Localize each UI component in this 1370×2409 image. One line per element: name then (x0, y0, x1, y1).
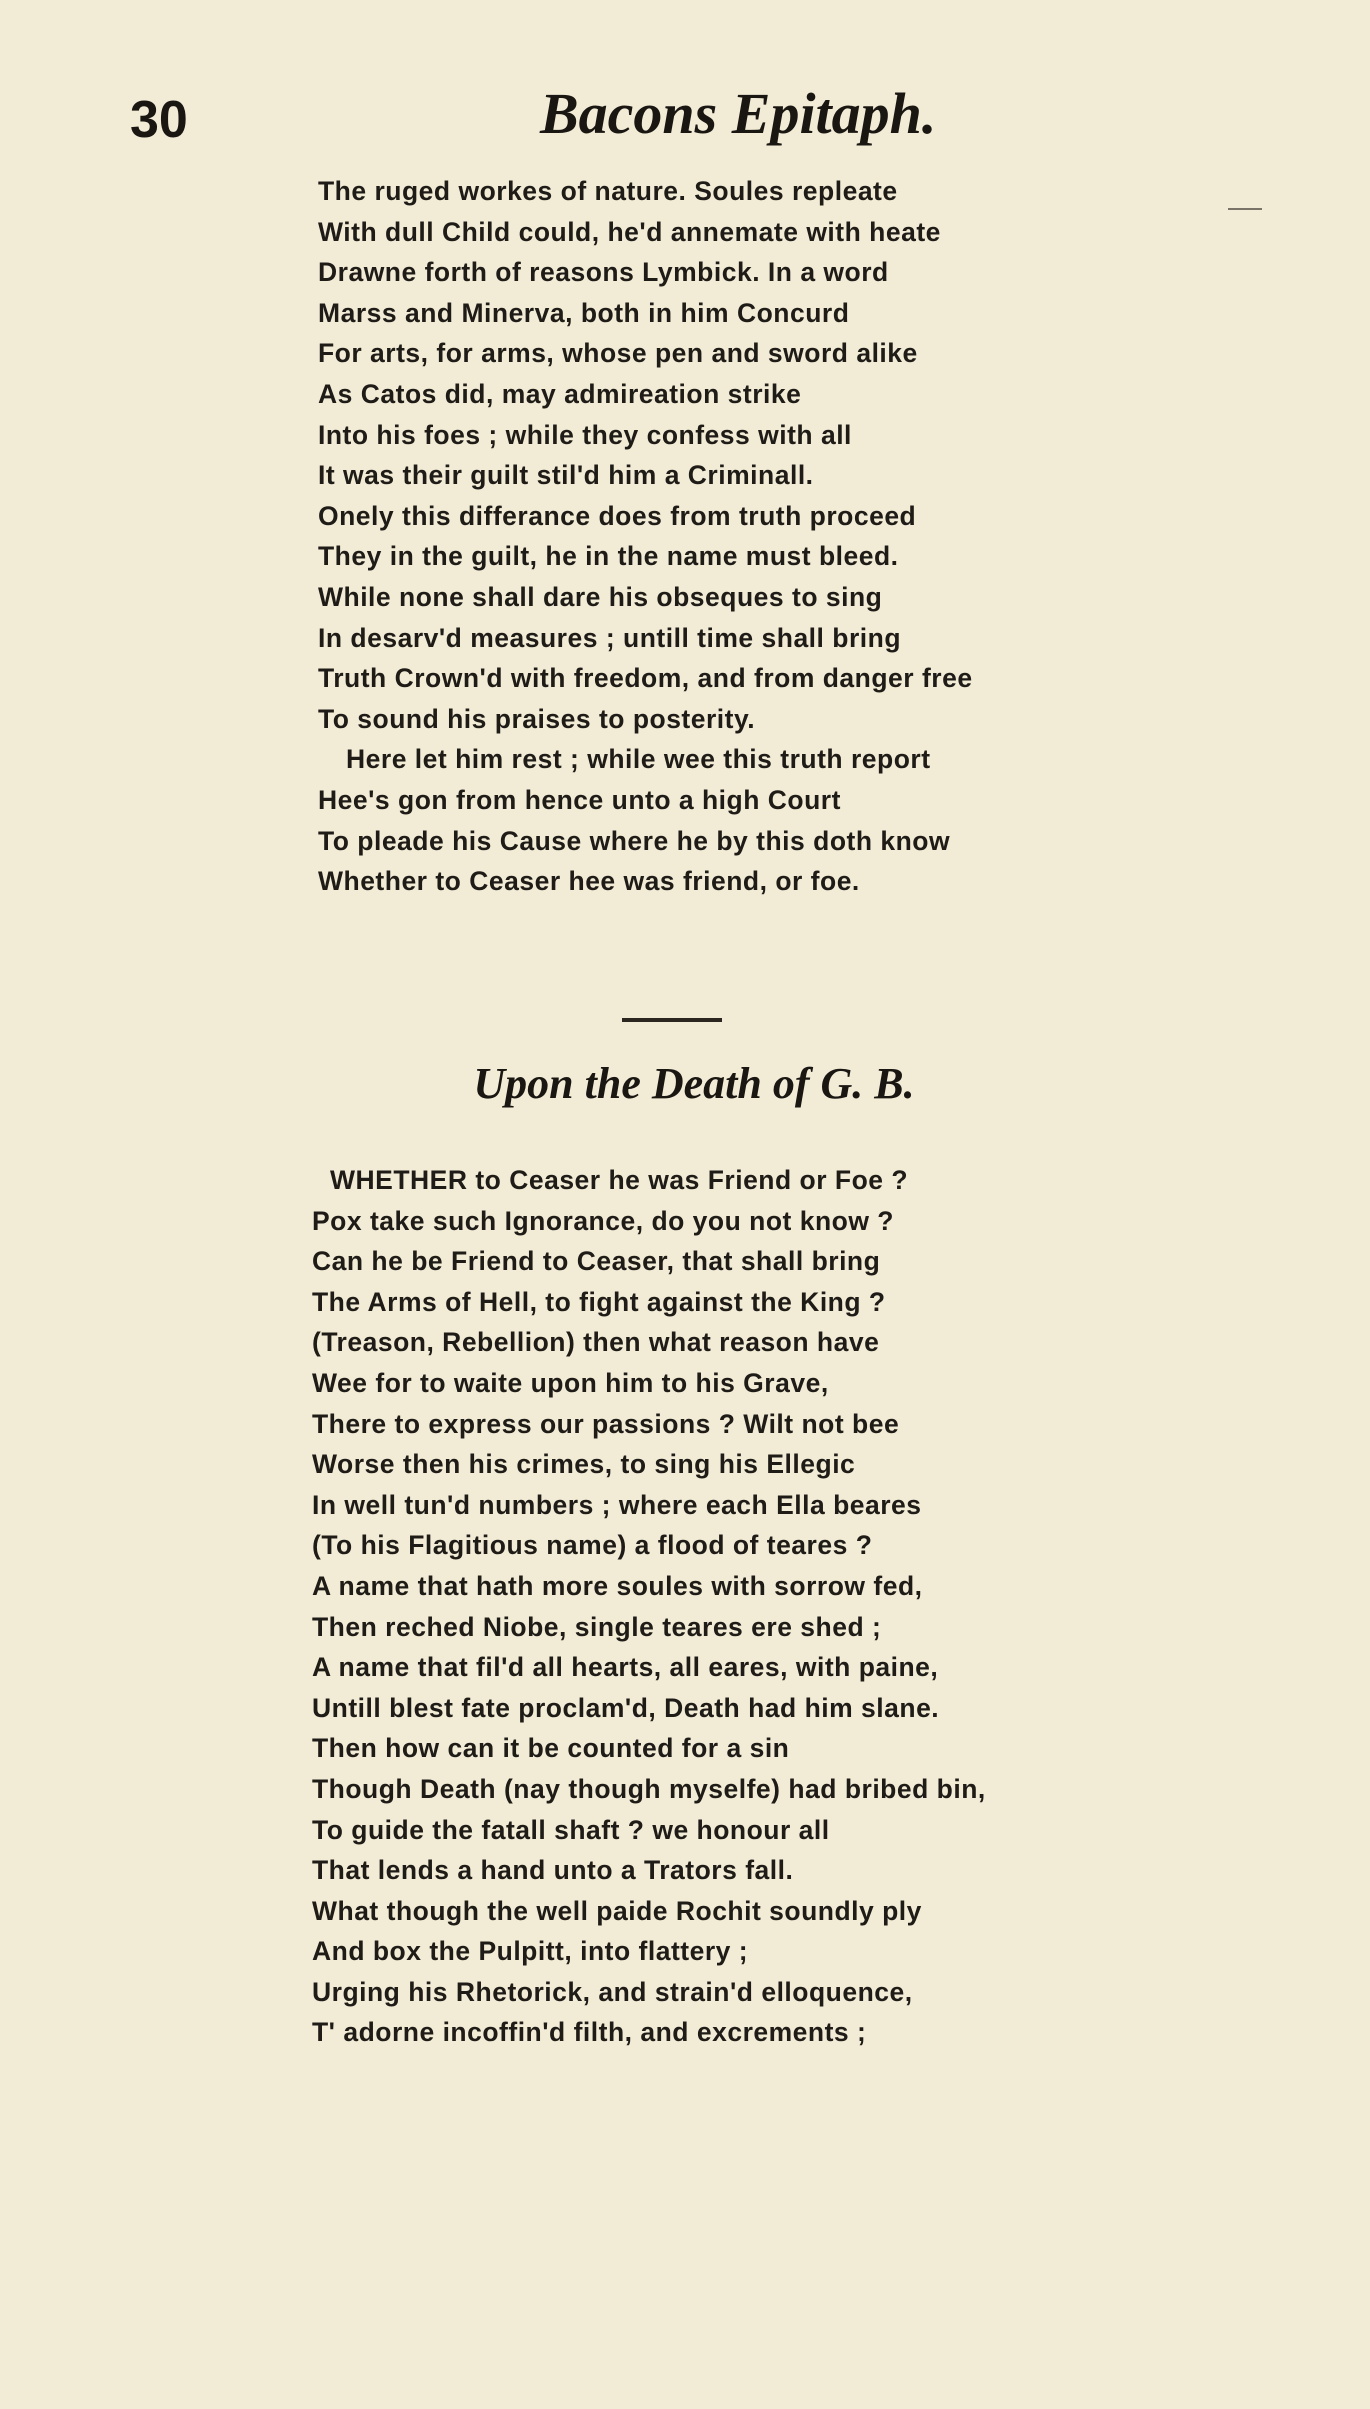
poem-bacons-epitaph (0, 171, 1370, 902)
verse-line: To pleade his Cause where he by this doth know (318, 825, 951, 856)
verse-line: And box the Pulpitt, into flattery ; (312, 1936, 749, 1967)
verse-line: The Arms of Hell, to fight against the King ? (312, 1286, 886, 1317)
page-number: 30 (130, 91, 188, 149)
verse-line: (Treason, Rebellion) then what reason have (312, 1327, 880, 1358)
verse-line: Hee's gon from hence unto a high Court (318, 784, 841, 815)
verse-line: With dull Child could, he'd annemate with heate (318, 216, 941, 247)
section-divider (622, 1018, 722, 1022)
verse-line: Truth Crown'd with freedom, and from danger free (318, 663, 973, 694)
section-title: Upon the Death of G. B. (473, 1059, 915, 1108)
verse-line: Urging his Rhetorick, and strain'd elloquence, (312, 1976, 913, 2007)
verse-line: Untill blest fate proclam'd, Death had him slane. (312, 1692, 940, 1723)
verse-line: Worse then his crimes, to sing his Ellegic (312, 1449, 856, 1480)
verse-line: Then how can it be counted for a sin (312, 1733, 790, 1764)
verse-line: A name that hath more soules with sorrow fed, (312, 1570, 923, 1601)
verse-line: Though Death (nay though myselfe) had bribed bin, (312, 1773, 986, 1804)
verse-line: What though the well paide Rochit soundly ply (312, 1895, 922, 1926)
verse-line: Can he be Friend to Ceaser, that shall bring (312, 1246, 881, 1277)
verse-line: Into his foes ; while they confess with all (318, 419, 852, 450)
verse-line: Pox take such Ignorance, do you not know ? (312, 1205, 894, 1236)
verse-line: To sound his praises to posterity. (318, 703, 756, 734)
verse-line: That lends a hand unto a Trators fall. (312, 1855, 794, 1886)
verse-line: As Catos did, may admireation strike (318, 378, 802, 409)
verse-line: Whether to Ceaser hee was friend, or foe. (318, 866, 860, 897)
verse-line: It was their guilt stil'd him a Criminall. (318, 460, 814, 491)
verse-line: Drawne forth of reasons Lymbick. In a word (318, 257, 889, 288)
verse-line: In desarv'd measures ; untill time shall bring (318, 622, 902, 653)
verse-line: Then reched Niobe, single teares ere shed ; (312, 1611, 882, 1642)
verse-line: Marss and Minerva, both in him Concurd (318, 297, 850, 328)
verse-line: There to express our passions ? Wilt not bee (312, 1408, 900, 1439)
verse-line: The ruged workes of nature. Soules repleate (318, 176, 898, 206)
verse-line: While none shall dare his obseques to sing (318, 581, 883, 612)
verse-line: To guide the fatall shaft ? we honour all (312, 1814, 830, 1845)
verse-line: Here let him rest ; while wee this truth report (346, 744, 931, 775)
running-head (0, 80, 1370, 160)
poem-upon-the-death (0, 1160, 1370, 2053)
running-title: Bacons Epitaph. (540, 81, 937, 146)
verse-line: WHETHER to Ceaser he was Friend or Foe ? (330, 1165, 909, 1195)
verse-line: They in the guilt, he in the name must bleed. (318, 541, 899, 572)
verse-line: For arts, for arms, whose pen and sword alike (318, 338, 918, 369)
verse-line: Wee for to waite upon him to his Grave, (312, 1367, 829, 1398)
verse-line: (To his Flagitious name) a flood of teares ? (312, 1530, 873, 1561)
verse-line: Onely this differance does from truth proceed (318, 500, 917, 531)
verse-line: T' adorne incoffin'd filth, and excrements ; (312, 2017, 867, 2048)
verse-line: A name that fil'd all hearts, all eares, with paine, (312, 1652, 939, 1683)
verse-line: In well tun'd numbers ; where each Ella beares (312, 1489, 922, 1520)
